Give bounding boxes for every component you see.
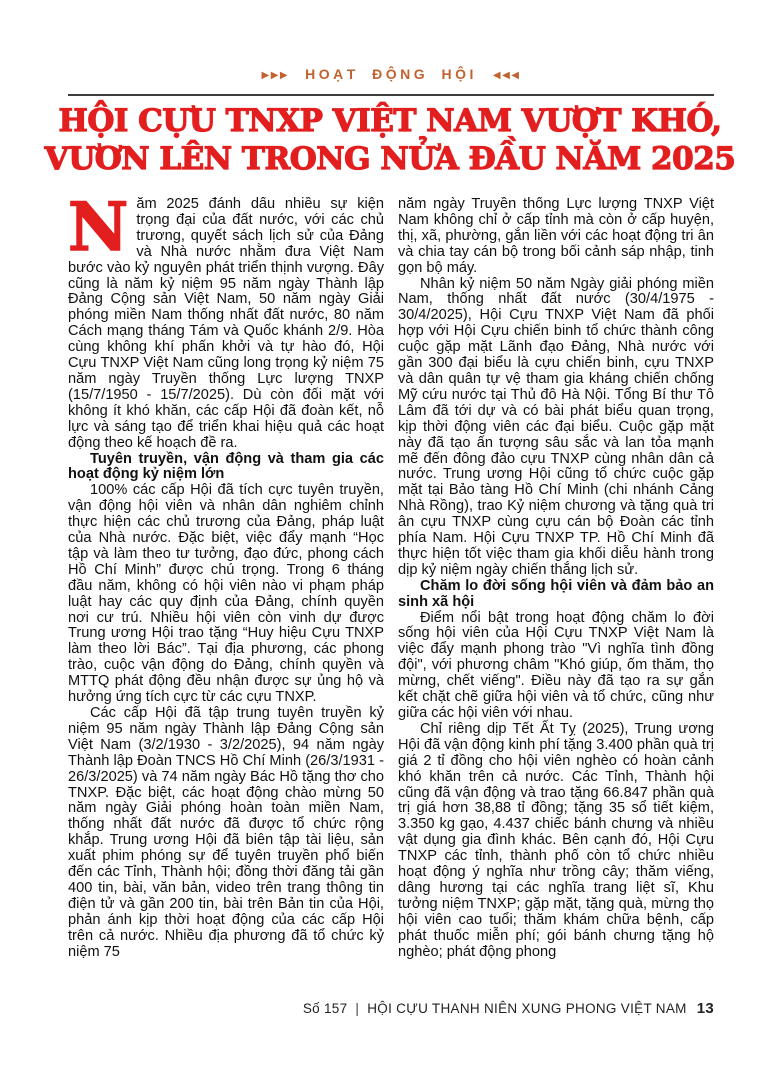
article-title-line1: HỘI CỰU TNXP VIỆT NAM VƯỢT KHÓ, bbox=[58, 103, 722, 139]
section-header bbox=[68, 66, 714, 84]
drop-cap: N bbox=[68, 197, 129, 266]
left-pointing-arrows-icon: ◀◀◀ bbox=[492, 70, 521, 81]
paragraph: Chỉ riêng dịp Tết Ất Tỵ (2025), Trung ương Hội đã vận động kinh phí tặng 3.400 phần quà trị giá 2 tỉ đồng cho hội viên nghèo có hoàn cảnh khó khăn trên cả nước. Các Tỉnh, Thành hội cũng đã vận động và trao tặng 66.847 phần quà trị giá hơn 38,88 tỉ đồng; tặng 35 sổ tiết kiệm, 3.350 kg gạo, 4.437 chiếc bánh chưng và nhiều vật dụng gia đình khác. Bên cạnh đó, Hội Cựu TNXP các tỉnh, thành phố còn tổ chức nhiều hoạt động ý nghĩa như trồng cây; thăm viếng, dâng hương tại các nghĩa trang liệt sĩ, Khu tưởng niệm TNXP; gặp mặt, tặng quà, mừng thọ hội viên cao tuổi; thăm khám chữa bệnh, cấp phát thuốc miễn phí; gói bánh chưng tặng hộ nghèo; phát động phong bbox=[398, 720, 714, 960]
section-title: HOẠT ĐỘNG HỘI bbox=[305, 66, 477, 82]
journal-name: HỘI CỰU THANH NIÊN XUNG PHONG VIỆT NAM bbox=[367, 1001, 687, 1016]
paragraph: 100% các cấp Hội đã tích cực tuyên truyền, vận động hội viên và nhân dân nghiêm chỉnh thực hiện các chủ trương của Đảng, pháp luật của Nhà nước. Đặc biệt, việc đẩy mạnh “Học tập và làm theo tư tưởng, đạo đức, phong cách Hồ Chí Minh” được chú trọng. Trong 6 tháng đầu năm, không có hội viên nào vi phạm pháp luật hay các quy định của Đảng, chính quyền nơi cư trú. Nhiều hội viên còn vinh dự được Trung ương Hội trao tặng “Huy hiệu Cựu TNXP làm theo lời Bác”. Tại địa phương, các phong trào, cuộc vận động do Đảng, chính quyền và MTTQ phát động đều nhận được sự ủng hộ và hưởng ứng tích cực từ các cựu TNXP. bbox=[68, 482, 384, 706]
page-footer bbox=[68, 1000, 714, 1017]
subheading-tuyen-truyen: Tuyên truyền, vận động và tham gia các hoạt động kỷ niệm lớn bbox=[68, 450, 384, 483]
paragraph: Các cấp Hội đã tập trung tuyên truyền kỷ niệm 95 năm ngày Thành lập Đảng Cộng sản Việt Nam (3/2/1930 - 3/2/2025), 94 năm ngày Thành lập Đoàn TNCS Hồ Chí Minh (26/3/1931 - 26/3/2025) và 74 năm ngày Bác Hồ tặng thơ cho TNXP. Đặc biệt, các hoạt động chào mừng 50 năm ngày Giải phóng hoàn toàn miền Nam, thống nhất đất nước đã được tổ chức rộng khắp. Trung ương Hội đã biên tập tài liệu, sản xuất phim phóng sự để tuyên truyền phổ biến đến các Tỉnh, Thành hội; đồng thời đăng tải gần 400 tin, bài, văn bản, video trên trang thông tin điện tử và gần 200 tin, bài trên Bản tin của Hội, phản ánh kịp thời hoạt động của các cấp Hội trên cả nước. Nhiều địa phương đã tổ chức kỷ niệm 75 bbox=[68, 705, 384, 960]
header-rule bbox=[68, 94, 714, 96]
article-title-line2: VƯƠN LÊN TRONG NỬA ĐẦU NĂM 2025 bbox=[44, 141, 736, 177]
lead-paragraph-text: ăm 2025 đánh dấu nhiều sự kiện trọng đại của đất nước, với các chủ trương, quyết sách lịch sử của Đảng và Nhà nước nhằm đưa Việt Nam bước vào kỷ nguyên phát triển thịnh vượng. Đây cũng là năm kỷ niệm 95 năm ngày Thành lập Đảng Cộng sản Việt Nam, 50 năm ngày Giải phóng miền Nam thống nhất đất nước, 80 năm Cách mạng tháng Tám và Quốc khánh 2/9. Hòa cùng không khí phấn khởi và tự hào đó, Hội Cựu TNXP Việt Nam cũng long trọng kỷ niệm 75 năm ngày Truyền thống Lực lượng TNXP (15/7/1950 - 15/7/2025). Dù còn đối mặt với không ít khó khăn, các cấp Hội đã đoàn kết, nỗ lực và sáng tạo để triển khai hiệu quả các hoạt động theo kế hoạch đề ra. bbox=[68, 197, 384, 451]
lead-paragraph bbox=[68, 197, 384, 452]
paragraph: Nhân kỷ niệm 50 năm Ngày giải phóng miền Nam, thống nhất đất nước (30/4/1975 - 30/4/2025), Hội Cựu TNXP Việt Nam đã phối hợp với Hội Cựu chiến binh tổ chức thành công cuộc gặp mặt Lãnh đạo Đảng, Nhà nước với gần 300 đại biểu là cựu chiến binh, cựu TNXP và dân quân tự vệ tham gia kháng chiến chống Mỹ cứu nước tại Thủ đô Hà Nội. Tổng Bí thư Tô Lâm đã tới dự và có bài phát biểu quan trọng, kịp thời động viên các đại biểu. Cuộc gặp mặt này đã tạo ấn tượng sâu sắc và lan tỏa mạnh mẽ đến đông đảo cựu TNXP cùng nhân dân cả nước. Trung ương Hội cũng tổ chức cuộc gặp mặt tại Bảo tàng Hồ Chí Minh (chi nhánh Cảng Nhà Rồng), trao Kỷ niệm chương và tặng quà tri ân cựu TNXP cùng cựu cán bộ Đoàn các tỉnh phía Nam. Hội Cựu TNXP TP. Hồ Chí Minh đã thực hiện tốt việc tham gia khối diễu hành trong dịp kỷ niệm ngày chiến thắng lịch sử. bbox=[398, 275, 714, 578]
article-title bbox=[30, 102, 750, 178]
page-number: 13 bbox=[696, 1000, 714, 1017]
issue-number: Số 157 bbox=[302, 1001, 348, 1016]
left-column bbox=[68, 197, 384, 993]
article-body bbox=[68, 197, 714, 993]
paragraph: Điểm nổi bật trong hoạt động chăm lo đời sống hội viên của Hội Cựu TNXP Việt Nam là việc đẩy mạnh phong trào "Vì nghĩa tình đồng đội", với phương châm "Khó giúp, ốm thăm, thọ mừng, chết viếng". Điều này đã tạo ra sự gắn kết chặt chẽ giữa hội viên và tổ chức, cũng như giữa các hội viên với nhau. bbox=[398, 609, 714, 721]
paragraph-continuation: năm ngày Truyền thống Lực lượng TNXP Việt Nam không chỉ ở cấp tỉnh mà còn ở cấp huyện, thị, xã, phường, gắn liền với các hoạt động tri ân và chia tay cán bộ trong bối cảnh sáp nhập, tinh gọn bộ máy. bbox=[398, 197, 714, 276]
subheading-cham-lo: Chăm lo đời sống hội viên và đảm bảo an sinh xã hội bbox=[398, 577, 714, 610]
right-pointing-arrows-icon: ▶▶▶ bbox=[261, 70, 290, 81]
footer-separator: | bbox=[355, 1001, 360, 1016]
right-column bbox=[398, 197, 714, 993]
